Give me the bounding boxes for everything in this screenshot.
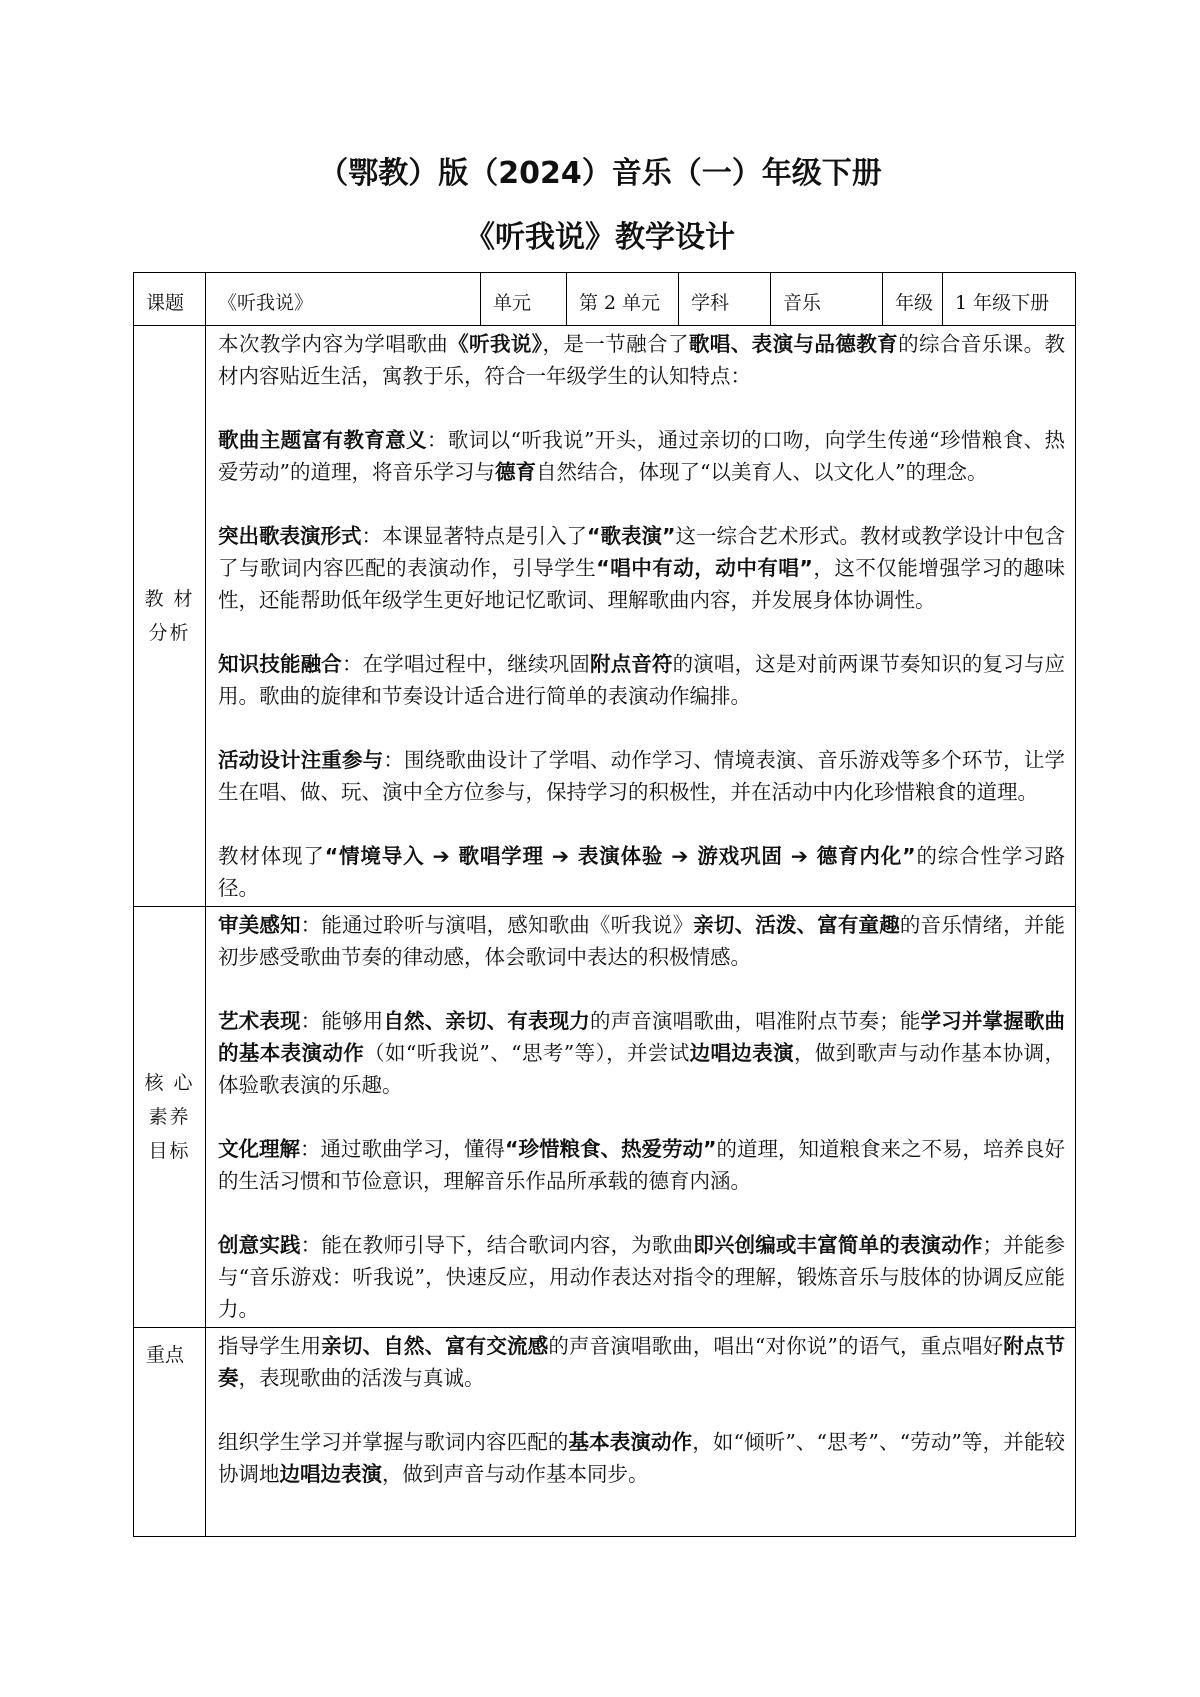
arrow-icon: ➔: [790, 844, 808, 868]
material-label-line1: 教 材: [144, 588, 195, 610]
arrow-icon: ➔: [671, 844, 689, 868]
goals-label-line2: 素养: [148, 1106, 191, 1128]
key-points-label: 重点: [134, 1328, 206, 1537]
core-goals-content: [206, 907, 1076, 1328]
material-analysis-label: [134, 326, 206, 907]
key-points-content: [206, 1328, 1076, 1537]
material-label-line2: 分析: [148, 622, 191, 644]
grade-value: 1 年级下册: [943, 273, 1076, 326]
goal-aesthetic: 审美感知：能通过聆听与演唱，感知歌曲《听我说》亲切、活泼、富有童趣的音乐情绪，并能初步感受歌曲节奏的律动感，体会歌词中表达的积极情感。: [218, 913, 1066, 969]
grade-label: 年级: [883, 273, 943, 326]
document-title: （鄂教）版（2024）音乐（一）年级下册: [318, 156, 882, 191]
arrow-icon: ➔: [432, 844, 450, 868]
topic-label: 课题: [134, 273, 206, 326]
topic-value: 《听我说》: [206, 273, 481, 326]
arrow-icon: ➔: [551, 844, 570, 868]
material-paragraph-4: 知识技能融合：在学唱过程中，继续巩固附点音符的演唱，这是对前两课节奏知识的复习与应用。歌曲的旋律和节奏设计适合进行简单的表演动作编排。: [218, 652, 1066, 708]
goals-label-line1: 核 心: [144, 1072, 195, 1094]
goal-creative: 创意实践：能在教师引导下，结合歌词内容，为歌曲即兴创编或丰富简单的表演动作；并能参与“音乐游戏：听我说”，快速反应，用动作表达对指令的理解，锻炼音乐与肢体的协调反应能力。: [218, 1233, 1066, 1321]
lesson-plan-table: [133, 272, 1076, 1537]
unit-value: 第 2 单元: [567, 273, 679, 326]
goal-culture: 文化理解：通过歌曲学习，懂得“珍惜粮食、热爱劳动”的道理，知道粮食来之不易，培养良好的生活习惯和节俭意识，理解音乐作品所承载的德育内涵。: [218, 1137, 1066, 1193]
key-points-row: [134, 1328, 1076, 1537]
material-paragraph-1: 本次教学内容为学唱歌曲《听我说》，是一节融合了歌唱、表演与品德教育的综合音乐课。教材内容贴近生活，寓教于乐，符合一年级学生的认知特点：: [218, 332, 1066, 388]
material-paragraph-6: 教材体现了“情境导入 ➔ 歌唱学理 ➔ 表演体验 ➔ 游戏巩固 ➔ 德育内化”的综合性学习路径。: [218, 844, 1066, 900]
material-paragraph-3: 突出歌表演形式：本课显著特点是引入了“歌表演”这一综合艺术形式。教材或教学设计中包含了与歌词内容匹配的表演动作，引导学生“唱中有动，动中有唱”，这不仅能增强学习的趣味性，还能帮助低年级学生更好地记忆歌词、理解歌曲内容，并发展身体协调性。: [218, 524, 1066, 612]
material-paragraph-5: 活动设计注重参与：围绕歌曲设计了学唱、动作学习、情境表演、音乐游戏等多个环节，让学生在唱、做、玩、演中全方位参与，保持学习的积极性，并在活动中内化珍惜粮食的道理。: [218, 748, 1066, 804]
subject-label: 学科: [679, 273, 771, 326]
key-point-2: 组织学生学习并掌握与歌词内容匹配的基本表演动作，如“倾听”、“思考”、“劳动”等，并能较协调地边唱边表演，做到声音与动作基本同步。: [218, 1430, 1066, 1486]
goals-label-line3: 目标: [148, 1140, 191, 1162]
header-row: [134, 273, 1076, 326]
goal-artistic: 艺术表现：能够用自然、亲切、有表现力的声音演唱歌曲，唱准附点节奏；能学习并掌握歌曲的基本表演动作（如“听我说”、“思考”等），并尝试边唱边表演，做到歌声与动作基本协调，体验歌表演的乐趣。: [218, 1009, 1066, 1097]
core-goals-row: [134, 907, 1076, 1328]
unit-label: 单元: [481, 273, 567, 326]
material-analysis-row: [134, 326, 1076, 907]
subject-value: 音乐: [771, 273, 883, 326]
material-analysis-content: [206, 326, 1076, 907]
material-paragraph-2: 歌曲主题富有教育意义：歌词以“听我说”开头，通过亲切的口吻，向学生传递“珍惜粮食、热爱劳动”的道理，将音乐学习与德育自然结合，体现了“以美育人、以文化人”的理念。: [218, 428, 1065, 484]
document-subtitle: 《听我说》教学设计: [465, 220, 735, 255]
key-point-1: 指导学生用亲切、自然、富有交流感的声音演唱歌曲，唱出“对你说”的语气，重点唱好附点节奏，表现歌曲的活泼与真诚。: [218, 1334, 1066, 1390]
core-goals-label: [134, 907, 206, 1328]
